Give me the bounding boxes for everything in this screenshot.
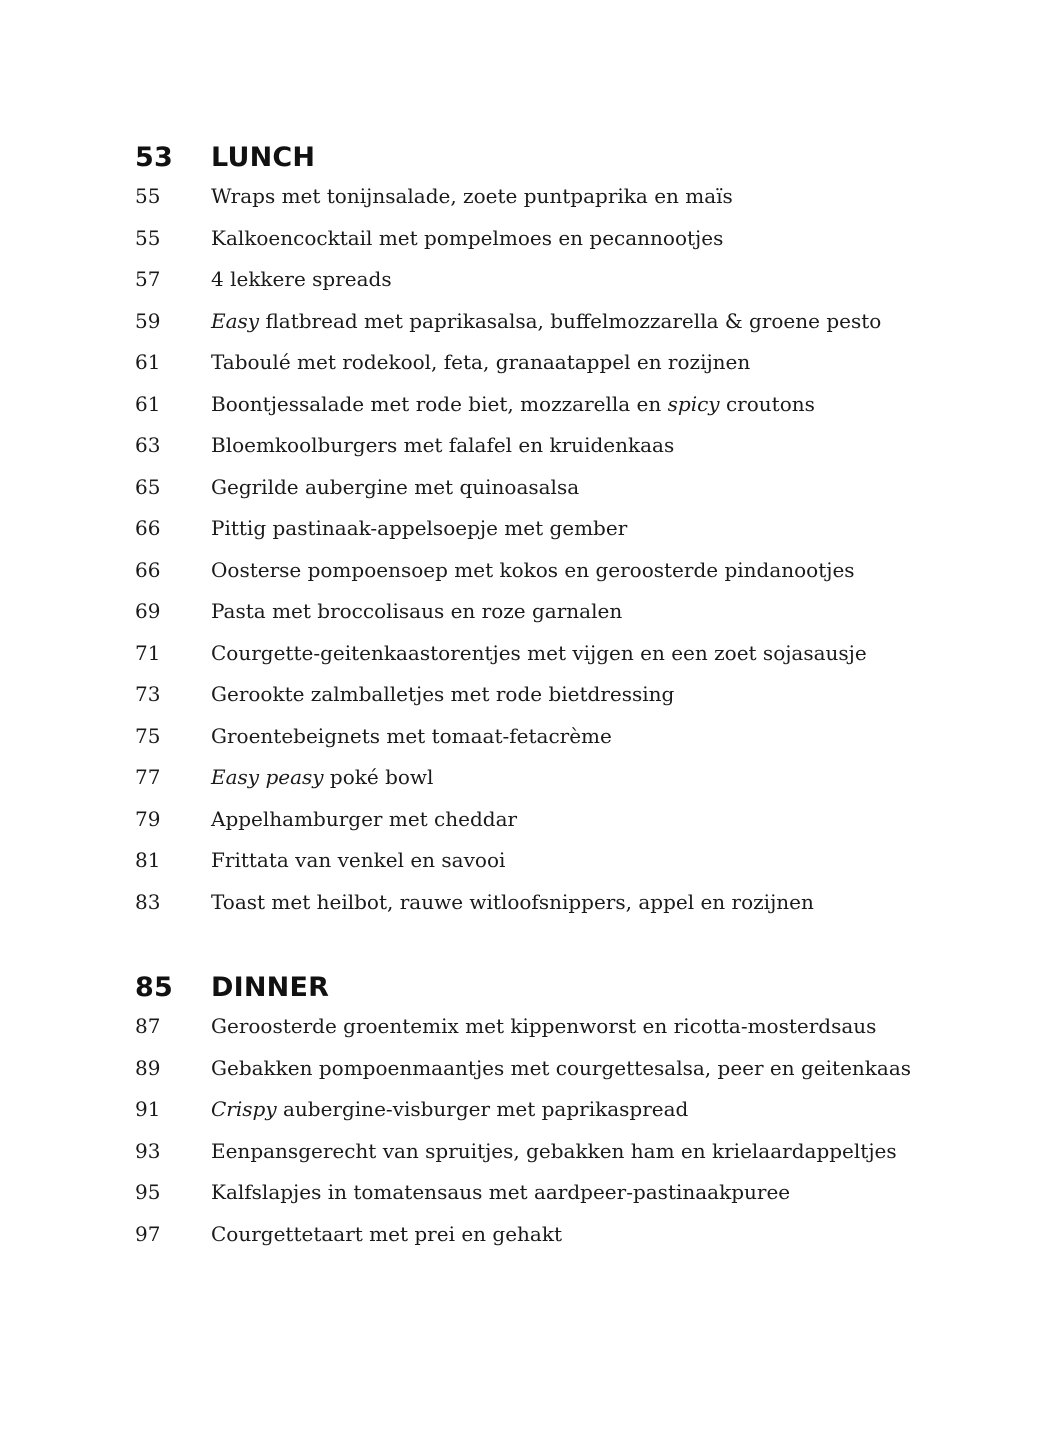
entry-title-segment: Courgette-geitenkaastorentjes met vijgen en een zoet sojasausje: [211, 640, 867, 665]
entry-title-segment: flatbread met paprikasalsa, buffelmozzarella & groene pesto: [259, 308, 882, 333]
toc-entry: [0, 467, 1058, 509]
entry-title: [211, 591, 622, 633]
section-page-number: 53: [135, 142, 173, 173]
entry-title-segment: Frittata van venkel en savooi: [211, 848, 506, 872]
section-header: [0, 140, 1058, 176]
entry-title: [211, 840, 505, 882]
entry-page-number: 66: [135, 516, 161, 540]
entry-page-number: 87: [135, 1014, 161, 1038]
entry-page-number: 57: [135, 267, 161, 291]
entry-page-number: 59: [135, 308, 161, 333]
entry-title-segment: croutons: [719, 391, 815, 416]
entry-page-number: 73: [135, 682, 161, 706]
entry-title: [211, 1089, 688, 1131]
toc-entry: [0, 218, 1058, 260]
entry-title-segment: poké bowl: [323, 765, 434, 789]
toc-entry: [0, 674, 1058, 716]
entry-title: [211, 550, 855, 592]
toc-section-dinner: [0, 970, 1058, 1255]
entry-title-segment: Oosterse pompoensoep met kokos en geroosterde pindanootjes: [211, 557, 855, 582]
toc-entry: [0, 508, 1058, 550]
entry-title-segment: Boontjessalade met rode biet, mozzarella en: [211, 391, 668, 416]
section-title: LUNCH: [211, 142, 316, 173]
entry-title: [211, 757, 433, 799]
entry-page-number: 81: [135, 848, 161, 872]
entry-title-segment: Kalkoencocktail met pompelmoes en pecannootjes: [211, 225, 724, 250]
toc-entry: [0, 1089, 1058, 1131]
section-title: DINNER: [211, 972, 330, 1003]
entry-title: [211, 301, 881, 343]
entry-title: [211, 1006, 876, 1048]
entry-title: [211, 384, 815, 426]
toc-entry: [0, 757, 1058, 799]
entry-page-number: 66: [135, 557, 161, 582]
entry-title: [211, 508, 627, 550]
entry-title: [211, 674, 674, 716]
toc-entry: [0, 591, 1058, 633]
entry-title: [211, 342, 750, 384]
entry-page-number: 91: [135, 1097, 161, 1121]
toc-entry: [0, 550, 1058, 592]
toc-entry-list: [0, 1006, 1058, 1255]
toc-entry: [0, 425, 1058, 467]
entry-page-number: 63: [135, 433, 161, 457]
toc-entry: [0, 176, 1058, 218]
entry-page-number: 61: [135, 391, 161, 416]
section-header: [0, 970, 1058, 1006]
entry-title: [211, 716, 612, 758]
toc-entry: [0, 1131, 1058, 1173]
entry-title: [211, 1048, 911, 1090]
toc-entry: [0, 1048, 1058, 1090]
entry-title-segment: Toast met heilbot, rauwe witloofsnippers, appel en rozijnen: [211, 889, 814, 914]
entry-page-number: 95: [135, 1180, 161, 1204]
toc-entry: [0, 301, 1058, 343]
entry-title-italic-segment: spicy: [667, 391, 720, 416]
entry-page-number: 79: [135, 806, 161, 831]
entry-title-italic-segment: Easy: [211, 308, 260, 333]
entry-title-segment: aubergine-visburger met paprikaspread: [276, 1097, 689, 1121]
entry-title: [211, 259, 392, 301]
toc-entry: [0, 882, 1058, 924]
toc-entry: [0, 1214, 1058, 1256]
toc-entry: [0, 799, 1058, 841]
entry-title-segment: Eenpansgerecht van spruitjes, gebakken ham en krielaardappeltjes: [211, 1138, 897, 1163]
entry-title-segment: Wraps met tonijnsalade, zoete puntpaprika en maïs: [211, 184, 733, 208]
toc-entry-list: [0, 176, 1058, 923]
entry-title: [211, 633, 867, 675]
toc-section-lunch: [0, 140, 1058, 923]
toc-entry: [0, 342, 1058, 384]
entry-page-number: 55: [135, 225, 161, 250]
toc-entry: [0, 384, 1058, 426]
section-page-number: 85: [135, 972, 173, 1003]
entry-title: [211, 176, 733, 218]
entry-title-segment: Bloemkoolburgers met falafel en kruidenkaas: [211, 433, 675, 457]
entry-title: [211, 425, 674, 467]
entry-title-segment: Pittig pastinaak-appelsoepje met gember: [211, 516, 628, 540]
entry-page-number: 89: [135, 1055, 161, 1080]
entry-title: [211, 882, 814, 924]
entry-title: [211, 1131, 897, 1173]
entry-title: [211, 1172, 790, 1214]
toc-entry: [0, 259, 1058, 301]
entry-page-number: 75: [135, 723, 161, 748]
entry-page-number: 77: [135, 765, 161, 789]
toc-entry: [0, 716, 1058, 758]
toc-entry: [0, 633, 1058, 675]
entry-page-number: 71: [135, 640, 161, 665]
entry-page-number: 55: [135, 184, 161, 208]
entry-title: [211, 218, 723, 260]
entry-title-segment: Pasta met broccolisaus en roze garnalen: [211, 599, 623, 623]
entry-title: [211, 799, 517, 841]
entry-title-italic-segment: Crispy: [211, 1097, 277, 1121]
entry-title-segment: Geroosterde groentemix met kippenworst en ricotta-mosterdsaus: [211, 1014, 877, 1038]
entry-title-segment: Taboulé met rodekool, feta, granaatappel en rozijnen: [211, 350, 751, 374]
entry-title: [211, 1214, 562, 1256]
toc-entry: [0, 1006, 1058, 1048]
entry-title-segment: Kalfslapjes in tomatensaus met aardpeer-pastinaakpuree: [211, 1180, 791, 1204]
entry-page-number: 69: [135, 599, 161, 623]
entry-title-segment: Gebakken pompoenmaantjes met courgettesalsa, peer en geitenkaas: [211, 1055, 912, 1080]
entry-page-number: 83: [135, 889, 161, 914]
toc-entry: [0, 840, 1058, 882]
entry-title-segment: Appelhamburger met cheddar: [211, 806, 518, 831]
entry-title-segment: Gerookte zalmballetjes met rode bietdressing: [211, 682, 675, 706]
entry-page-number: 93: [135, 1138, 161, 1163]
entry-page-number: 97: [135, 1221, 161, 1246]
entry-title-segment: Gegrilde aubergine met quinoasalsa: [211, 474, 580, 499]
entry-page-number: 65: [135, 474, 161, 499]
entry-title-segment: Courgettetaart met prei en gehakt: [211, 1221, 562, 1246]
entry-title-segment: 4 lekkere spreads: [211, 267, 392, 291]
entry-title: [211, 467, 579, 509]
toc-entry: [0, 1172, 1058, 1214]
entry-title-segment: Groentebeignets met tomaat-fetacrème: [211, 723, 612, 748]
entry-page-number: 61: [135, 350, 161, 374]
entry-title-italic-segment: Easy peasy: [211, 765, 324, 789]
